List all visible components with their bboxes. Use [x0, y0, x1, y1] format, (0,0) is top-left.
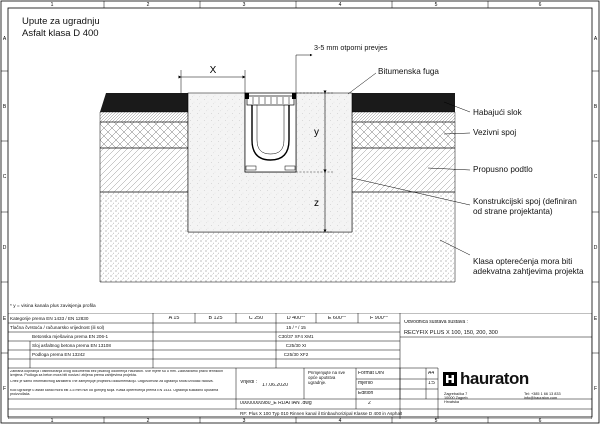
class-e600: E 600** [327, 316, 347, 321]
footnote: * y = visina kanala plus zavisjenja profila [10, 304, 96, 309]
grating [247, 96, 294, 105]
brand-address: Zagrebačka 7 10000 Zagreb Hrvatska [444, 392, 468, 405]
row-label-a: A [2, 36, 7, 42]
row-label-f: F [2, 386, 7, 392]
col-label-5: 5 [434, 2, 438, 8]
col-label-1b: 1 [50, 418, 54, 424]
class-c250: C 250 [248, 316, 264, 321]
tb-row2-label: Tlačna čvrstoća / računarsko vrijednost (ili sol) [10, 325, 105, 330]
callout-binder: Vezivni spoj [473, 128, 517, 137]
callout-load: Klasa opterećenja mora biti adekvatna zahtjevima projekta [473, 257, 584, 277]
tb-row5-label: Podloga prema EN 13242 [32, 352, 85, 357]
col-label-4b: 4 [338, 418, 342, 424]
tb-row1-label: Kategorije prema EN 1433 / EN 12830 [10, 316, 89, 321]
binder-layer-left [100, 122, 188, 148]
row-label-e-r: E [593, 316, 598, 322]
row-label-b-r: B [593, 104, 598, 110]
row-label-a-r: A [593, 36, 598, 42]
row-label-b: B [2, 104, 7, 110]
callout-bitumen: Bitumenska fuga [378, 67, 439, 76]
foot-left [246, 166, 256, 170]
callout-base: Propusno podtlo [473, 165, 533, 174]
row-label-c: C [2, 174, 7, 180]
tb-notes-2: Crtež je samo informativnog karaktera i ne zamjenjuje projektnu dokumentaciju. Odgovornost za ugradnju snosi izvođač radova. [10, 380, 214, 383]
col-label-2b: 2 [146, 418, 150, 424]
col-label-1: 1 [50, 2, 54, 8]
row-label-f-r: F [593, 386, 598, 392]
binder-layer-right [352, 122, 455, 148]
scale-value: 1:5 [428, 381, 435, 386]
class-d400: D 400** [286, 316, 306, 321]
doc-title-line2: Asfalt klasa D 400 [22, 28, 99, 39]
row-label-e: E [2, 316, 7, 322]
hauraton-logo-icon [443, 372, 457, 386]
cross-section [100, 55, 470, 282]
sheet-no: 2 [368, 401, 371, 406]
remark-text: Primjenjujte na sve opće uputstva ugradnje. [308, 371, 346, 385]
col-label-2: 2 [146, 2, 150, 8]
date-label: Vrijeđi : [240, 380, 258, 385]
row-label-c-r: C [593, 174, 598, 180]
tb-row5-value: C25/30 XF2 [283, 352, 309, 357]
dim-x-label: X [209, 65, 217, 76]
tb-row3-value: C30/37 XF4 XM1 [278, 334, 314, 339]
brand-name: hauraton [460, 369, 529, 388]
tb-row2-value: 15 / * / 15 [286, 325, 306, 330]
col-label-4: 4 [338, 2, 342, 8]
edge-rail-left [245, 93, 249, 99]
class-b125: B 125 [208, 316, 223, 321]
top-note: 3-5 mm otporni prevjes [314, 43, 388, 52]
tb-row4-label: Sloj asfaltnog betona prema EN 13108 [32, 343, 111, 348]
class-f900: F 900** [370, 316, 388, 321]
product-name: RECYFIX PLUS X 100, 150, 200, 300 [404, 330, 498, 336]
callout-wearing: Habajući slok [473, 108, 522, 117]
base-layer-right [352, 148, 455, 192]
tb-notes-1: Zabrana kopiranja i distribuiranja ovog dokumenta bez pisanog odobrenja Hauraton. Sve mjere su u mm. Zadržavamo pravo tehničkih izmjena. Podloga za beton mora biti nosiva i zbijena prema zahtjevima projekta. [10, 370, 223, 377]
row-label-d: D [2, 245, 7, 251]
wearing-underlayer-right [352, 112, 455, 122]
col-label-3: 3 [242, 2, 246, 8]
col-label-5b: 5 [434, 418, 438, 424]
wearing-layer-right [352, 93, 455, 112]
tb-row3-label: Betonska mješavina prema EN 206-1 [32, 334, 109, 339]
base-layer-left [100, 148, 188, 192]
doc-number: 00000000980_E RDATIAN .dwg [240, 401, 312, 406]
edition-label: Edition [358, 391, 374, 396]
col-label-6b: 6 [538, 418, 542, 424]
scale-label: mjerilo [358, 381, 373, 386]
edge-rail-right [292, 93, 296, 99]
col-label-6: 6 [538, 2, 542, 8]
date-value: 17.06.2020 [262, 383, 288, 388]
order-label: Odvodnica sustava sustava : [404, 320, 468, 325]
format-value: A4 [428, 371, 435, 376]
class-a15: A 15 [168, 316, 180, 321]
wearing-underlayer-left [100, 112, 188, 122]
description: RF: Plus X 100 Typ 010 Rinnen kanal il Einbauhorizipal Klasse D 400 in Asphalt [240, 411, 403, 416]
col-label-3b: 3 [242, 418, 246, 424]
title-block [8, 313, 592, 419]
wearing-layer-left [100, 93, 188, 112]
dim-z-label: z [314, 198, 319, 209]
format-label: Format DIN [358, 371, 384, 376]
brand-contact: Tel: +385 1 66 13 833 info@hauraton.com [524, 392, 561, 401]
tb-notes-3: Kod ugradnje u asfalt kanal mora biti 3-5 mm niži od gornjeg sloja. Klasa opterećenja prema EN 1433. Ugradnja sukladno uputama proizvođača. [10, 389, 219, 396]
foot-right [285, 166, 295, 170]
row-label-d-r: D [593, 245, 598, 251]
callout-joint: Konstrukcijski spoj (definiran od strane projektanta) [473, 197, 577, 217]
doc-title-line1: Upute za ugradnju [22, 16, 100, 27]
tb-row4-value: C25/30 XI [285, 343, 307, 348]
dim-y-label: y [314, 127, 319, 138]
